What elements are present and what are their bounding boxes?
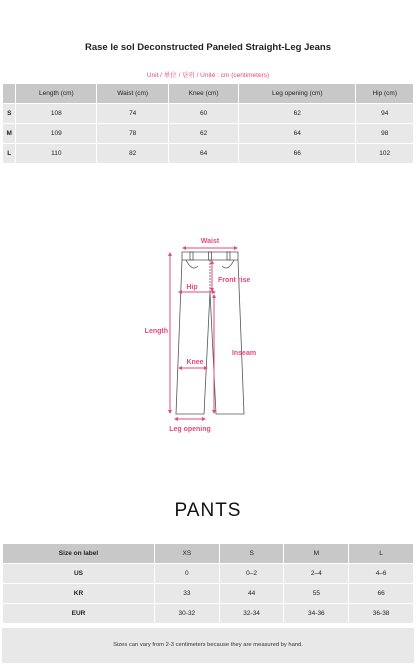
row-label: EUR	[3, 604, 154, 623]
length-measure	[145, 254, 170, 412]
table-row	[3, 564, 413, 583]
waist-label: Waist	[200, 238, 220, 245]
header-cell: Knee (cm)	[169, 84, 238, 103]
table-header-row	[3, 84, 413, 103]
table-row	[3, 104, 413, 123]
table-row	[3, 604, 413, 623]
front-rise-label: Front rise	[218, 277, 251, 284]
table-cell: 32-34	[220, 604, 284, 623]
row-label: M	[3, 124, 15, 143]
header-cell: M	[284, 544, 348, 563]
waist-measure	[184, 238, 236, 248]
inseam-label: Inseam	[231, 350, 257, 357]
table-cell: 98	[356, 124, 413, 143]
table-cell: 78	[97, 124, 168, 143]
table-cell: 0	[155, 564, 219, 583]
table-cell: 2–4	[284, 564, 348, 583]
header-cell: Waist (cm)	[97, 84, 168, 103]
table-cell: 109	[16, 124, 96, 143]
table-cell: 74	[97, 104, 168, 123]
table-cell: 66	[239, 144, 355, 163]
hip-measure	[180, 284, 214, 292]
unit-note: Unit / 単位 / 단위 / Unité : cm (centimeters)	[146, 72, 270, 79]
knee-measure	[180, 359, 206, 368]
front-rise-measure	[212, 262, 250, 290]
row-label: S	[3, 104, 15, 123]
table-cell: 66	[349, 584, 413, 603]
table-cell: 64	[169, 144, 238, 163]
table-cell: 30-32	[155, 604, 219, 623]
header-cell: L	[349, 544, 413, 563]
pants-measurement-diagram	[140, 232, 280, 437]
leg-opening-measure	[169, 419, 211, 433]
header-cell: Hip (cm)	[356, 84, 413, 103]
table-cell: 108	[16, 104, 96, 123]
table-cell: 94	[356, 104, 413, 123]
category-title: PANTS	[174, 500, 242, 521]
table-cell: 34-36	[284, 604, 348, 623]
hip-label: Hip	[186, 284, 198, 291]
table-cell: 60	[169, 104, 238, 123]
row-label: US	[3, 564, 154, 583]
measurement-table	[2, 83, 414, 164]
table-header-row	[3, 544, 413, 563]
header-cell: Size on label	[3, 544, 154, 563]
table-row	[3, 144, 413, 163]
table-row	[3, 124, 413, 143]
header-cell: S	[220, 544, 284, 563]
table-cell: 64	[239, 124, 355, 143]
table-cell: 33	[155, 584, 219, 603]
header-cell: Length (cm)	[16, 84, 96, 103]
table-cell: 36-38	[349, 604, 413, 623]
table-cell: 102	[356, 144, 413, 163]
table-cell: 62	[239, 104, 355, 123]
table-cell: 4–6	[349, 564, 413, 583]
table-cell: 0–2	[220, 564, 284, 583]
table-cell: 62	[169, 124, 238, 143]
row-label: KR	[3, 584, 154, 603]
header-cell	[3, 84, 15, 103]
table-cell: 55	[284, 584, 348, 603]
table-cell: 82	[97, 144, 168, 163]
size-conversion-table	[2, 543, 414, 624]
table-row	[3, 584, 413, 603]
table-cell: 44	[220, 584, 284, 603]
measurement-footnote: Sizes can vary from 2-3 centimeters because they are measured by hand.	[2, 628, 414, 663]
knee-label: Knee	[186, 359, 204, 366]
header-cell: Leg opening (cm)	[239, 84, 355, 103]
length-label: Length	[144, 328, 168, 335]
product-title: Rase le sol Deconstructed Paneled Straight-Leg Jeans	[84, 42, 332, 53]
inseam-measure	[214, 296, 256, 412]
header-cell: XS	[155, 544, 219, 563]
row-label: L	[3, 144, 15, 163]
table-cell: 110	[16, 144, 96, 163]
leg-opening-label: Leg opening	[169, 426, 211, 433]
